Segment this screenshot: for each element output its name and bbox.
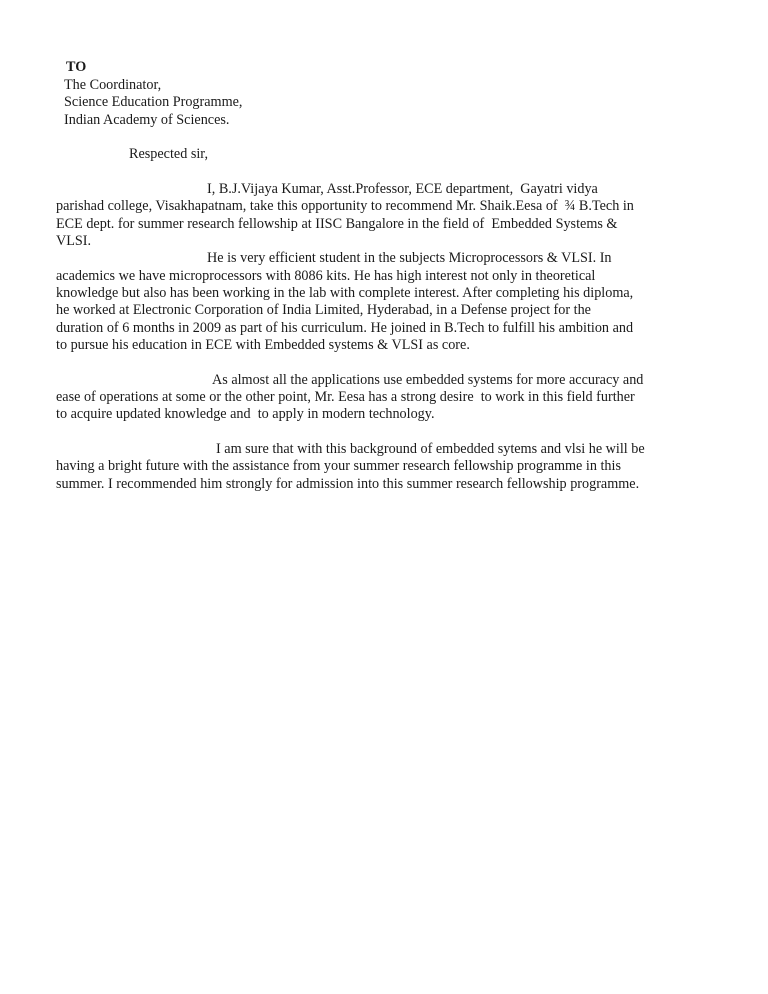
paragraph-line: to pursue his education in ECE with Embedded systems & VLSI as core.	[56, 337, 470, 353]
paragraph-line: As almost all the applications use embedded systems for more accuracy and	[212, 372, 644, 388]
paragraph-line: he worked at Electronic Corporation of India Limited, Hyderabad, in a Defense project for the	[56, 302, 591, 318]
address-line-3: Indian Academy of Sciences.	[64, 112, 230, 128]
paragraph-line: I am sure that with this background of embedded sytems and vlsi he will be	[216, 441, 645, 457]
paragraph-line: having a bright future with the assistance from your summer research fellowship programme in this	[56, 458, 621, 474]
paragraph-line: to acquire updated knowledge and to apply in modern technology.	[56, 406, 435, 422]
paragraph-line: knowledge but also has been working in the lab with complete interest. After completing his diploma,	[56, 285, 634, 301]
paragraph-line: academics we have microprocessors with 8086 kits. He has high interest not only in theoretical	[56, 268, 596, 284]
address-line-2: Science Education Programme,	[64, 94, 243, 110]
paragraph-line: summer. I recommended him strongly for admission into this summer research fellowship programme.	[56, 476, 640, 492]
paragraph-line: He is very efficient student in the subjects Microprocessors & VLSI. In	[207, 250, 612, 266]
paragraph-line: duration of 6 months in 2009 as part of his curriculum. He joined in B.Tech to fulfill his ambition and	[56, 320, 634, 336]
recipient-heading: TO	[66, 59, 87, 75]
salutation: Respected sir,	[129, 146, 209, 162]
paragraph-line: ease of operations at some or the other point, Mr. Eesa has a strong desire to work in this field further	[56, 389, 635, 405]
paragraph-line: parishad college, Visakhapatnam, take this opportunity to recommend Mr. Shaik.Eesa of ¾ B.Tech in	[56, 198, 634, 214]
address-line-1: The Coordinator,	[64, 77, 162, 93]
paragraph-line: VLSI.	[56, 233, 92, 249]
paragraph-line: I, B.J.Vijaya Kumar, Asst.Professor, ECE department, Gayatri vidya	[207, 181, 598, 197]
paragraph-line: ECE dept. for summer research fellowship at IISC Bangalore in the field of Embedded Systems &	[56, 216, 618, 232]
